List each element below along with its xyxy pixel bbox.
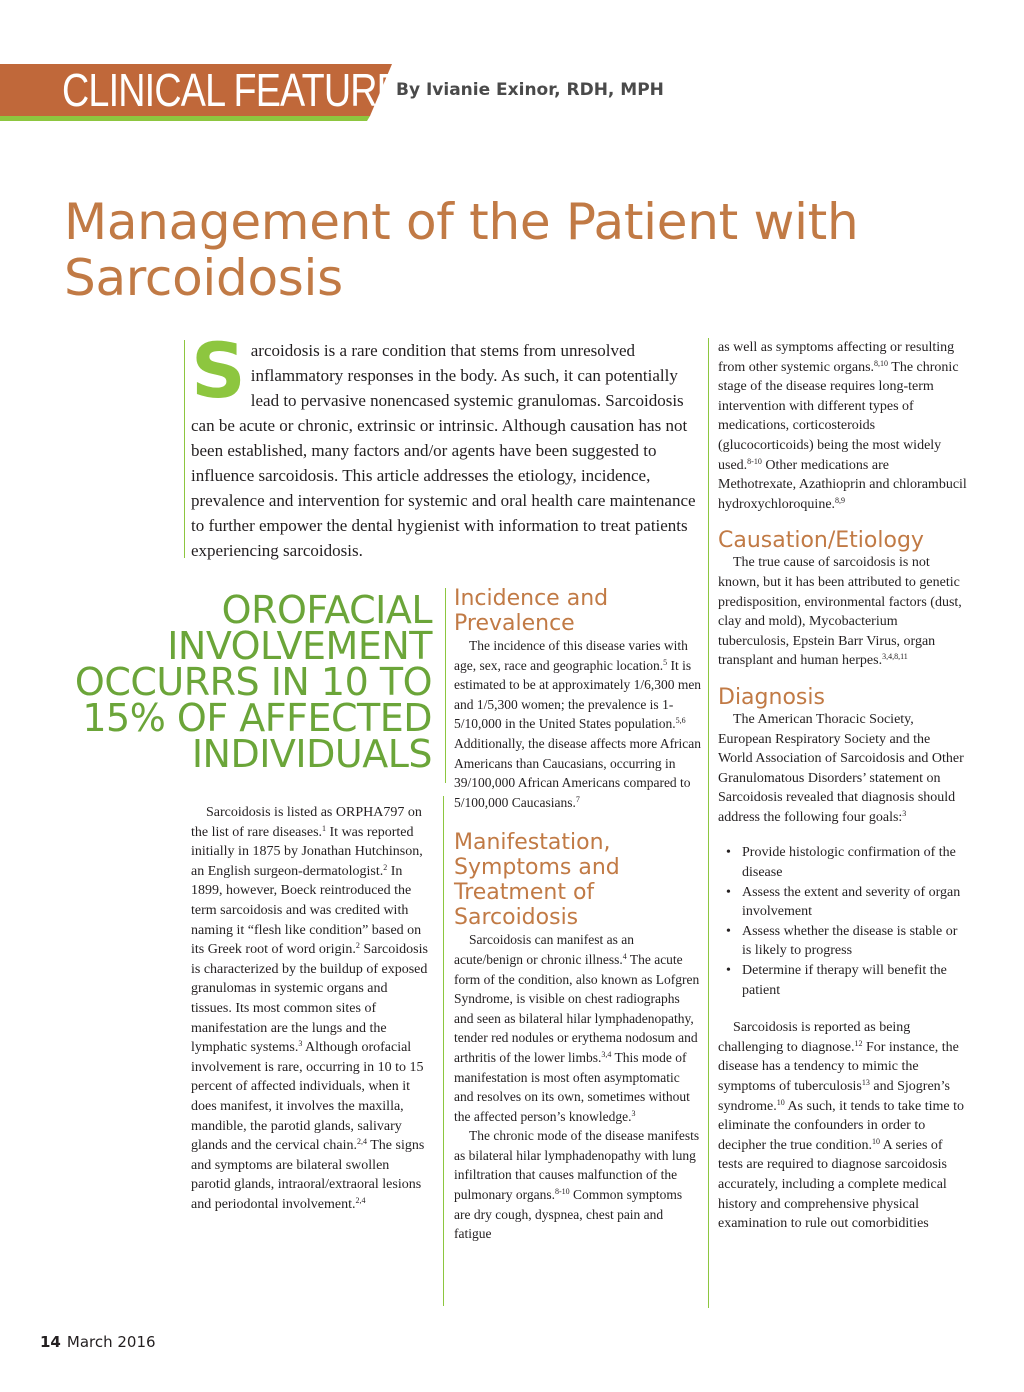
text-run: The acute form of the condition, also known as Lofgren Syndrome, is visible on chest radiographs and seen as bilateral hilar lymphadenopathy, tender red nodules or erythema nodosum and arthritis of the lower limbs. bbox=[454, 951, 700, 1065]
text-run: The chronic stage of the disease requires long-term intervention with different types of medications, corticosteroids (glucocorticoids) being the most widely used. bbox=[718, 359, 959, 473]
subheading-diagnosis: Diagnosis bbox=[718, 684, 825, 710]
column-1 bbox=[191, 803, 431, 1214]
text-run: Common symptoms are dry cough, dyspnea, chest pain and fatigue bbox=[454, 1187, 683, 1242]
citation-ref: 3 bbox=[902, 808, 907, 818]
citation-ref: 2 bbox=[383, 862, 388, 872]
citation-ref: 3 bbox=[631, 1108, 636, 1118]
text-run: as well as symptoms affecting or resulting from other systemic organs. bbox=[718, 340, 955, 375]
citation-ref: 2,4 bbox=[355, 1195, 366, 1205]
text-run: Sarcoidosis can manifest as an acute/benign or chronic illness. bbox=[454, 932, 634, 967]
citation-ref: 10 bbox=[871, 1136, 880, 1146]
article-title: Management of the Patient with Sarcoidosis bbox=[64, 193, 859, 307]
citation-ref: 13 bbox=[861, 1078, 870, 1087]
list-item: • Assess the extent and severity of organ involvement bbox=[726, 883, 968, 922]
text-run: The true cause of sarcoidosis is not known, but it has been attributed to genetic predisposition, environmental factors (dust, clay and mold), Mycobacterium tuberculosis, Epstein Barr Virus, organ transplant and human herpes. bbox=[718, 555, 962, 669]
text-run: Sarcoidosis is reported as being challenging to diagnose. bbox=[718, 1020, 911, 1055]
citation-ref: 3,4,8,11 bbox=[882, 652, 908, 662]
citation-ref: 2,4 bbox=[356, 1137, 367, 1147]
column-rule bbox=[708, 338, 709, 1308]
citation-ref: 1 bbox=[322, 823, 327, 833]
intro-rule bbox=[184, 340, 185, 558]
citation-ref: 3 bbox=[298, 1039, 303, 1049]
citation-ref: 12 bbox=[854, 1038, 863, 1048]
list-item: • Assess whether the disease is stable or is likely to progress bbox=[726, 922, 968, 961]
citation-ref: 4 bbox=[622, 951, 627, 961]
text-run: Additionally, the disease affects more African Americans than Caucasians, occurring in 39/100,000 African Americans compared to 5/100,000 Caucasians. bbox=[454, 735, 702, 810]
column-3 bbox=[718, 338, 968, 1234]
page-number: 14 bbox=[40, 1333, 61, 1351]
text-run: The incidence of this disease varies with age, sex, race and geographic location. bbox=[454, 638, 688, 673]
byline: By Ivianie Exinor, RDH, MPH bbox=[396, 80, 664, 100]
text-run: Sarcoidosis is characterized by the buildup of exposed granulomas in systemic organs and tissues. Its most common sites of manifestation are the lungs and the lymphatic systems. bbox=[191, 942, 428, 1056]
citation-ref: 3,4 bbox=[601, 1049, 612, 1059]
drop-cap: S bbox=[191, 326, 246, 415]
text-run: Other medications are Methotrexate, Azathioprin and chlorambucil hydroxychloroquine. bbox=[718, 457, 967, 512]
paragraph bbox=[718, 1018, 968, 1234]
citation-ref: 8,9 bbox=[835, 495, 846, 505]
citation-ref: 2 bbox=[355, 941, 360, 951]
list-item: • Determine if therapy will benefit the patient bbox=[726, 961, 968, 1000]
text-run: It is estimated to be at approximately 1/6,300 men and 1/5,300 women; the prevalence is 1-5/10,000 in the United States population. bbox=[454, 657, 702, 732]
paragraph bbox=[454, 636, 702, 812]
section-label: CLINICAL FEATURE bbox=[62, 64, 402, 116]
text-run: A series of tests are required to diagnose sarcoidosis accurately, including a complete medical history and comprehensive physical examination to rule out comorbidities bbox=[718, 1137, 947, 1232]
text-run: The signs and symptoms are bilateral swollen parotid glands, intraoral/extraoral lesions and periodontal involvement. bbox=[191, 1138, 425, 1212]
pull-quote: OROFACIAL INVOLVEMENT OCCURRS IN 10 TO 15% OF AFFECTED INDIVIDUALS bbox=[74, 588, 432, 776]
citation-ref: 10 bbox=[776, 1097, 785, 1107]
text-run: In 1899, however, Boeck reintroduced the term sarcoidosis and was credited with naming it “flesh like condition” based on its Greek root of word origin. bbox=[191, 863, 422, 958]
paragraph bbox=[718, 710, 968, 828]
issue-date: March 2016 bbox=[66, 1333, 156, 1351]
text-run: This mode of manifestation is most often asymptomatic and resolves on its own, sometimes without the affected person’s knowledge. bbox=[454, 1049, 690, 1124]
citation-ref: 8,10 bbox=[874, 358, 889, 368]
text-run: For instance, the disease has a tendency to mimic the symptoms of tuberculosis bbox=[718, 1039, 959, 1094]
paragraph bbox=[718, 338, 968, 514]
citation-ref: 5,6 bbox=[675, 716, 686, 726]
text-run: As such, it tends to take time to eliminate the confounders in order to decipher the true condition. bbox=[718, 1098, 964, 1153]
text-run: The chronic mode of the disease manifests as bilateral hilar lymphadenopathy with lung infiltration that causes malfunction of the pulmonary organs. bbox=[454, 1128, 700, 1203]
subheading-causation: Causation/Etiology bbox=[718, 528, 924, 554]
paragraph bbox=[191, 803, 431, 1214]
text-run: and Sjogren’s syndrome. bbox=[718, 1079, 950, 1114]
pull-quote-rule bbox=[445, 588, 446, 783]
paragraph bbox=[454, 930, 702, 1126]
diagnosis-goals-list bbox=[726, 843, 968, 1000]
subheading-incidence: Incidence and Prevalence bbox=[454, 586, 609, 636]
citation-ref: 8-10 bbox=[555, 1187, 570, 1197]
citation-ref: 8-10 bbox=[747, 456, 762, 466]
column-2 bbox=[454, 586, 702, 1244]
text-run: The American Thoracic Society, European Respiratory Society and the World Association of Sarcoidosis and Other Granulomatous Disorders’ statement on Sarcoidosis revealed that diagnosis should address the following four goals: bbox=[718, 711, 964, 825]
intro-text: arcoidosis is a rare condition that stems from unresolved inflammatory responses in the body. As such, it can potentially lead to pervasive nonencased systemic granulomas. Sarcoidosis can be acute or chronic, extrinsic or intrinsic. Although causation has not been established, many factors and/or agents have been suggested to influence sarcoidosis. This article addresses the etiology, incidence, prevalence and intervention for systemic and oral health care maintenance to further empower the dental hygienist with information to treat patients experiencing sarcoidosis. bbox=[191, 341, 696, 560]
article-intro bbox=[191, 326, 703, 563]
citation-ref: 5 bbox=[663, 657, 668, 667]
page-footer bbox=[40, 1333, 156, 1351]
citation-ref: 7 bbox=[575, 794, 580, 804]
text-run: Although orofacial involvement is rare, occurring in 10 to 15 percent of affected individuals, when it does manifest, it involves the maxilla, mandible, the parotid glands, salivary glands and the cervical chain. bbox=[191, 1040, 424, 1154]
text-run: Sarcoidosis is listed as ORPHA797 on the list of rare diseases. bbox=[191, 805, 422, 840]
paragraph bbox=[454, 1126, 702, 1244]
paragraph bbox=[718, 553, 968, 671]
list-item: • Provide histologic confirmation of the disease bbox=[726, 843, 968, 882]
subheading-manifestation: Manifestation, Symptoms and Treatment of Sarcoidosis bbox=[454, 830, 620, 931]
column-rule bbox=[443, 796, 444, 1306]
text-run: It was reported initially in 1875 by Jonathan Hutchinson, an English surgeon-dermatologist. bbox=[191, 824, 423, 879]
